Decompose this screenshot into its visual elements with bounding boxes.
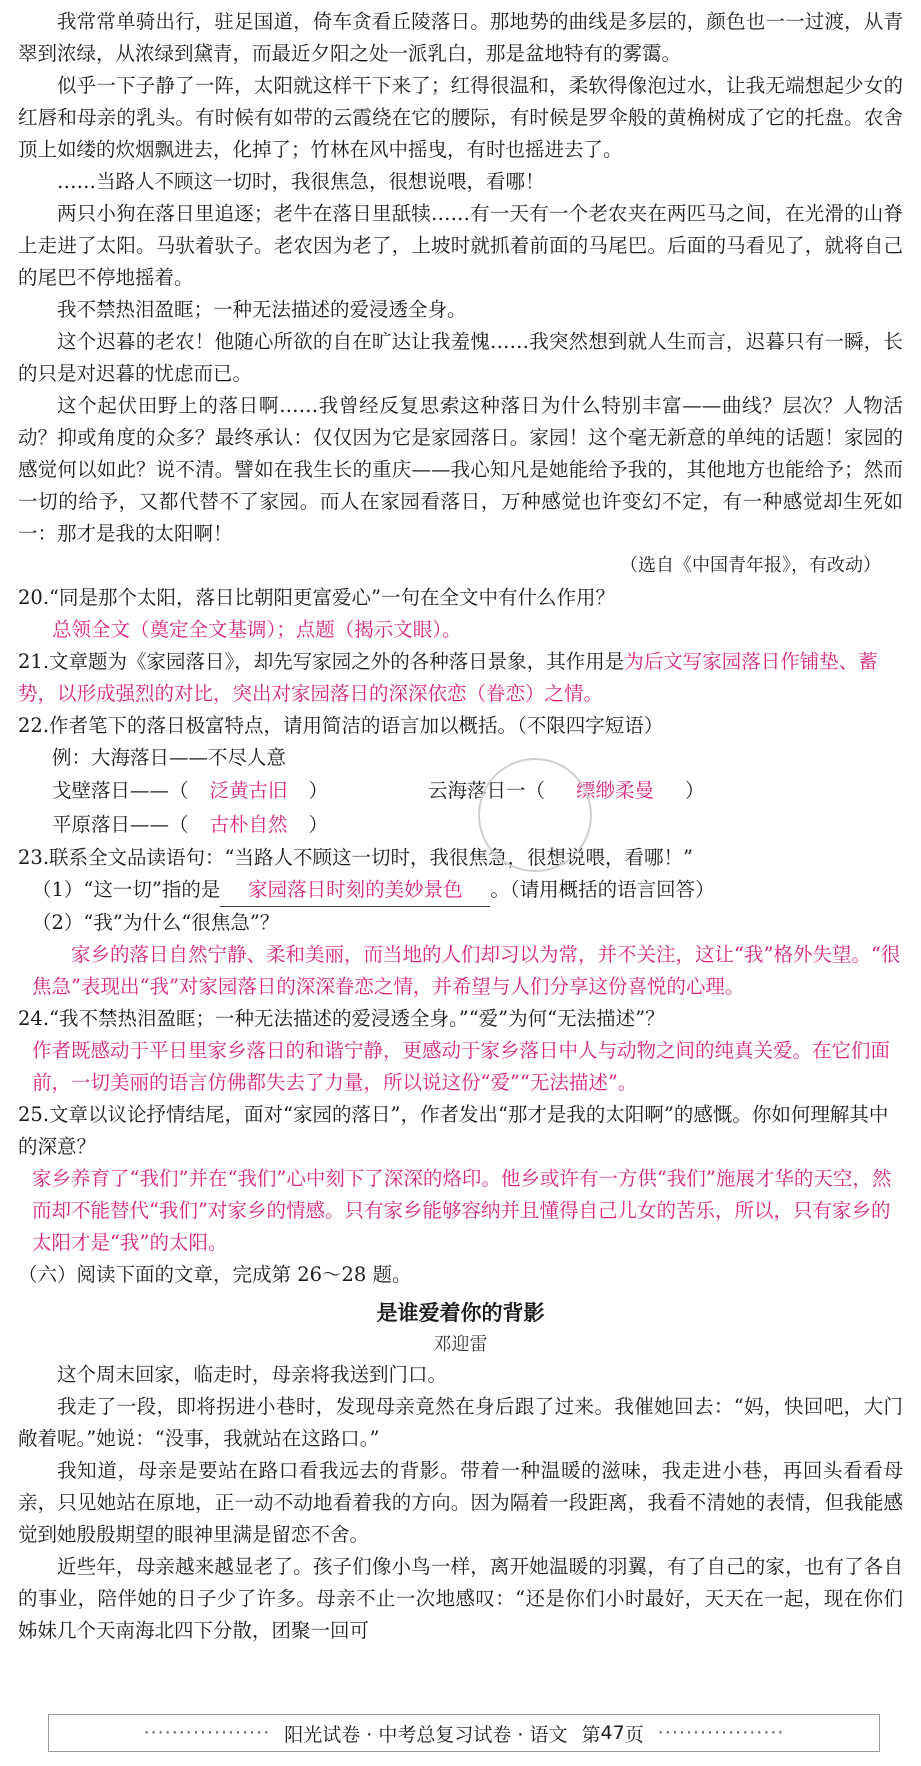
question-21 xyxy=(18,646,903,710)
answer-blank: 缥缈柔曼 xyxy=(576,779,655,802)
answer-text: 总领全文（奠定全文基调）；点题（揭示文眼）。 xyxy=(52,618,462,641)
passage-paragraph: 两只小狗在落日里追逐；老牛在落日里舐犊……有一天有一个老农夹在两匹马之间，在光滑的山脊上走进了太阳。马驮着驮子。老农因为老了，上坡时就抓着前面的马尾巴。后面的马看见了，就将自己的尾巴不停地摇着。 xyxy=(18,202,903,289)
article-passage xyxy=(18,6,903,582)
answer-text: 为后文写家园落日作铺垫、蓄势，以形成强烈的对比，突出对家园落日的深深依恋（眷恋）之情。 xyxy=(18,650,878,705)
question-text xyxy=(18,646,903,710)
answer-text: 家乡养育了“我们”并在“我们”心中刻下了深深的烙印。他乡或许有一方供“我们”施展才华的天空，然而却不能替代“我们”对家乡的情感。只有家乡能够容纳并且懂得自己儿女的苦乐，所以，只有家乡的太阳才是“我”的太阳。 xyxy=(32,1167,892,1254)
watermark-stamp-icon xyxy=(478,758,592,872)
page-footer xyxy=(48,1714,880,1752)
answer-blank: 家园落日时刻的美妙景色 xyxy=(220,874,490,907)
blank-row xyxy=(18,808,903,842)
question-20 xyxy=(18,582,903,646)
page-number-suffix: 页 xyxy=(624,1723,644,1746)
passage-paragraph: ……当路人不顾这一切时，我很焦急，很想说喂，看哪！ xyxy=(57,170,545,193)
question-text: 22.作者笔下的落日极富特点，请用简洁的语言加以概括。（不限四字短语） xyxy=(18,714,664,737)
section-heading: （六）阅读下面的文章，完成第 26～28 题。 xyxy=(18,1263,412,1286)
passage-paragraph: 近些年，母亲越来越显老了。孩子们像小鸟一样，离开她温暖的羽翼，有了自己的家，也有了各自的事业，陪伴她的日子少了许多。母亲不止一次地感叹：“还是你们小时最好，天天在一起，现在你们姊妹几个天南海北四下分散，团聚一回可 xyxy=(18,1555,903,1642)
page-number: 47 xyxy=(600,1722,625,1744)
passage-paragraph: 似乎一下子静了一阵，太阳就这样干下来了；红得很温和，柔软得像泡过水，让我无端想起少女的红唇和母亲的乳头。有时候有如带的云霞绕在它的腰际，有时候是罗伞般的黄桷树成了它的托盘。农舍顶上如缕的炊烟飘进去，化掉了；竹林在风中摇曳，有时也摇进去了。 xyxy=(18,74,903,161)
sub-question-1 xyxy=(18,874,903,907)
example-line: 例：大海落日——不尽人意 xyxy=(52,746,287,769)
answer-text: 家乡的落日自然宁静、柔和美丽，而当地的人们却习以为常，并不关注，这让“我”格外失望。“很焦急”表现出“我”对家园落日的深深眷恋之情，并希望与人们分享这份喜悦的心理。 xyxy=(32,943,901,998)
blank-row xyxy=(18,774,903,808)
question-23 xyxy=(18,842,903,1003)
page-number-prefix: 第 xyxy=(581,1723,601,1746)
passage-paragraph: 我走了一段，即将拐进小巷时，发现母亲竟然在身后跟了过来。我催她回去：“妈，快回吧，大门敞着呢。”她说：“没事，我就站在这路口。” xyxy=(18,1395,903,1450)
article-title: 是谁爱着你的背影 xyxy=(376,1301,545,1325)
question-text: 25.文章以议论抒情结尾，面对“家园的落日”，作者发出“那才是我的太阳啊”的感慨。你如何理解其中的深意？ xyxy=(18,1103,889,1158)
question-text: 24.“我不禁热泪盈眶；一种无法描述的爱浸透全身。”“爱”为何“无法描述”？ xyxy=(18,1007,665,1030)
question-22 xyxy=(18,710,903,842)
question-stem: 21.文章题为《家园落日》，却先写家园之外的各种落日景象，其作用是 xyxy=(18,650,625,673)
blank-close: ） xyxy=(308,813,329,836)
blank-label: 云海落日一（ xyxy=(428,779,546,802)
answer-blank: 古朴自然 xyxy=(209,813,288,836)
passage-paragraph: 这个周末回家，临走时，母亲将我送到门口。 xyxy=(57,1363,448,1386)
question-24 xyxy=(18,1003,903,1099)
passage-paragraph: 我知道，母亲是要站在路口看我远去的背影。带着一种温暖的滋味，我走进小巷，再回头看看母亲，只见她站在原地，正一动不动地看着我的方向。因为隔着一段距离，我看不清她的表情，但我能感觉到她殷殷期望的眼神里满是留恋不舍。 xyxy=(18,1459,903,1546)
exam-page xyxy=(18,6,903,1647)
sub-question-prefix: （1）“这一切”指的是 xyxy=(32,878,221,901)
passage-paragraph: 这个起伏田野上的落日啊……我曾经反复思索这种落日为什么特别丰富——曲线？层次？人物活动？抑或角度的众多？最终承认：仅仅因为它是家园落日。家园！这个毫无新意的单纯的话题！家园的感觉何以如此？说不清。譬如在我生长的重庆——我心知凡是她能给予我的，其他地方也能给予；然而一切的给予，又都代替不了家园。而人在家园看落日，万种感觉也许变幻不定，有一种感觉却生死如一：那才是我的太阳啊！ xyxy=(18,394,903,545)
question-text: 20.“同是那个太阳，落日比朝阳更富爱心”一句在全文中有什么作用？ xyxy=(18,586,615,609)
footer-dots-right: ·················· xyxy=(657,1722,785,1744)
sub-question-2: （2）“我”为什么“很焦急”？ xyxy=(32,911,280,934)
footer-title: 阳光试卷 · 中考总复习试卷 · 语文 xyxy=(284,1723,568,1746)
answer-blank: 泛黄古旧 xyxy=(209,779,288,802)
section-6 xyxy=(18,1259,903,1647)
question-25 xyxy=(18,1099,903,1259)
passage-source: （选自《中国青年报》，有改动） xyxy=(620,555,881,576)
blank-close: ） xyxy=(685,779,705,802)
blank-close: ） xyxy=(308,779,329,802)
passage-paragraph: 我常常单骑出行，驻足国道，倚车贪看丘陵落日。那地势的曲线是多层的，颜色也一一过渡，从青翠到浓绿，从浓绿到黛青，而最近夕阳之处一派乳白，那是盆地特有的雾霭。 xyxy=(18,10,903,65)
sub-question-suffix: 。（请用概括的语言回答） xyxy=(490,878,715,901)
question-text: 23.联系全文品读语句：“当路人不顾这一切时，我很焦急，很想说喂，看哪！” xyxy=(18,846,693,869)
blank-label: 戈壁落日——（ xyxy=(52,779,189,802)
answer-text: 作者既感动于平日里家乡落日的和谐宁静，更感动于家乡落日中人与动物之间的纯真关爱。在它们面前，一切美丽的语言仿佛都失去了力量，所以说这份“爱”“无法描述”。 xyxy=(32,1039,891,1094)
passage-paragraph: 这个迟暮的老农！他随心所欲的自在旷达让我羞愧……我突然想到就人生而言，迟暮只有一瞬，长的只是对迟暮的忧虑而已。 xyxy=(18,330,903,385)
passage-paragraph: 我不禁热泪盈眶；一种无法描述的爱浸透全身。 xyxy=(57,298,467,321)
article-author: 邓迎雷 xyxy=(433,1334,488,1355)
blank-label: 平原落日——（ xyxy=(52,813,189,836)
footer-dots-left: ·················· xyxy=(143,1722,271,1744)
